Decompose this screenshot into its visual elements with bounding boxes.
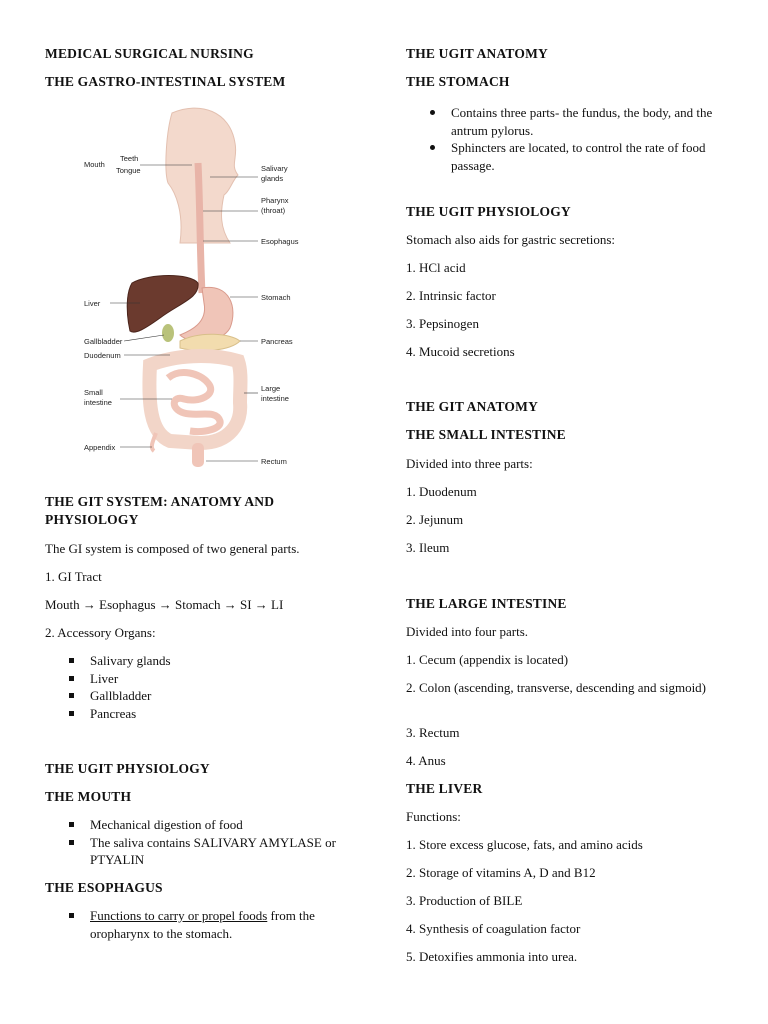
list-item: Mechanical digestion of food	[45, 816, 365, 834]
label-mouth: Mouth	[84, 160, 105, 169]
liver-intro: Functions:	[406, 809, 461, 824]
accessory-label: 2. Accessory Organs:	[45, 625, 156, 640]
label-intestine: intestine	[84, 398, 112, 407]
secretion-item: 1. HCl acid	[406, 260, 466, 275]
ugit-physiology-heading-2: THE UGIT PHYSIOLOGY	[406, 204, 571, 219]
rectum-shape	[192, 443, 204, 467]
esophagus-heading: THE ESOPHAGUS	[45, 880, 163, 895]
liver-function: 2. Storage of vitamins A, D and B12	[406, 865, 596, 880]
ugit-physiology-heading: THE UGIT PHYSIOLOGY	[45, 761, 210, 776]
label-tongue: Tongue	[116, 166, 141, 175]
esophagus-shape	[198, 163, 202, 293]
gi-flow: Mouth → Esophagus → Stomach → SI → LI	[45, 597, 284, 612]
git-intro: The GI system is composed of two general parts.	[45, 541, 300, 556]
liver-function: 1. Store excess glucose, fats, and amino acids	[406, 837, 643, 852]
esophagus-underlined: Functions to carry or propel foods	[90, 908, 268, 923]
label-large: Large	[261, 384, 281, 393]
label-teeth: Teeth	[120, 154, 139, 163]
label-esophagus: Esophagus	[261, 237, 299, 246]
si-intro: Divided into three parts:	[406, 456, 533, 471]
secretion-item: 2. Intrinsic factor	[406, 288, 496, 303]
label-liver: Liver	[84, 299, 101, 308]
label-intestine2: intestine	[261, 394, 289, 403]
si-part: 3. Ileum	[406, 540, 450, 555]
label-salivary: Salivary	[261, 164, 288, 173]
si-part: 1. Duodenum	[406, 484, 477, 499]
label-duodenum: Duodenum	[84, 351, 121, 360]
git-anatomy-heading: THE GIT ANATOMY	[406, 399, 539, 414]
secretion-item: 4. Mucoid secretions	[406, 344, 515, 359]
large-intestine-heading: THE LARGE INTESTINE	[406, 596, 567, 611]
list-item: Sphincters are located, to control the rate of food passage.	[406, 139, 726, 174]
gallbladder-shape	[162, 324, 174, 342]
doc-title: MEDICAL SURGICAL NURSING	[45, 46, 254, 61]
label-small: Small	[84, 388, 103, 397]
liver-shape	[127, 276, 198, 333]
gi-tract-label: 1. GI Tract	[45, 569, 102, 584]
liver-function: 5. Detoxifies ammonia into urea.	[406, 949, 578, 964]
si-part: 2. Jejunum	[406, 512, 464, 527]
label-throat: (throat)	[261, 206, 286, 215]
doc-subtitle: THE GASTRO-INTESTINAL SYSTEM	[45, 74, 286, 89]
git-system-heading: THE GIT SYSTEM: ANATOMY AND PHYSIOLOGY	[45, 494, 275, 527]
stomach-aids: Stomach also aids for gastric secretions:	[406, 232, 616, 247]
label-glands: glands	[261, 174, 284, 183]
list-item	[45, 907, 345, 942]
label-gallbladder: Gallbladder	[84, 337, 123, 346]
mouth-list	[45, 816, 365, 869]
stomach-heading: THE STOMACH	[406, 74, 510, 89]
label-pancreas: Pancreas	[261, 337, 293, 346]
liver-heading: THE LIVER	[406, 781, 483, 796]
secretion-item: 3. Pepsinogen	[406, 316, 479, 331]
list-item: Gallbladder	[45, 687, 365, 705]
mouth-heading: THE MOUTH	[45, 789, 132, 804]
li-part: 2. Colon (ascending, transverse, descending and sigmoid)	[406, 680, 707, 695]
liver-function: 3. Production of BILE	[406, 893, 523, 908]
li-part: 4. Anus	[406, 753, 446, 768]
label-stomach: Stomach	[261, 293, 291, 302]
list-item: Liver	[45, 670, 365, 688]
ugit-anatomy-heading: THE UGIT ANATOMY	[406, 46, 548, 61]
list-item: Pancreas	[45, 705, 365, 723]
liver-function: 4. Synthesis of coagulation factor	[406, 921, 581, 936]
list-item: The saliva contains SALIVARY AMYLASE or PTYALIN	[45, 834, 365, 869]
list-item: Contains three parts- the fundus, the body, and the antrum pylorus.	[406, 104, 726, 139]
small-intestine-heading: THE SMALL INTESTINE	[406, 427, 566, 442]
appendix-shape	[152, 433, 156, 451]
label-appendix: Appendix	[84, 443, 116, 452]
accessory-list	[45, 652, 365, 722]
li-intro: Divided into four parts.	[406, 624, 529, 639]
label-rectum: Rectum	[261, 457, 287, 466]
list-item: Salivary glands	[45, 652, 365, 670]
small-intestine-shape	[168, 373, 220, 432]
li-part: 3. Rectum	[406, 725, 460, 740]
label-pharynx: Pharynx	[261, 196, 289, 205]
esophagus-rest: from the oropharynx to the stomach.	[90, 908, 315, 941]
li-part: 1. Cecum (appendix is located)	[406, 652, 569, 667]
stomach-list	[406, 104, 726, 174]
esophagus-list	[45, 907, 345, 942]
gi-system-diagram	[80, 103, 310, 475]
